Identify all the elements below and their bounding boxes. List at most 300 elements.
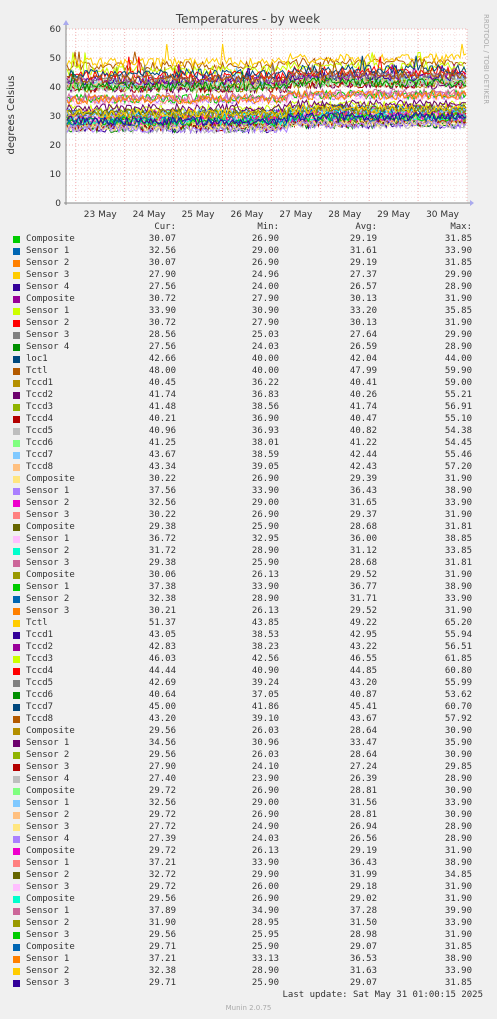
legend-row — [0, 654, 497, 666]
legend-avg: 42.95 — [349, 630, 377, 640]
legend-cur: 37.89 — [148, 906, 176, 916]
legend-swatch — [13, 560, 20, 567]
legend-name: Tccd7 — [26, 702, 54, 712]
legend-cur: 43.20 — [148, 714, 176, 724]
legend-min: 24.90 — [251, 822, 279, 832]
x-tick-label: 23 May — [83, 210, 117, 220]
legend-min: 27.90 — [251, 318, 279, 328]
legend-cur: 34.56 — [148, 738, 176, 748]
legend-row — [0, 354, 497, 366]
legend-max: 61.85 — [444, 654, 472, 664]
col-avg: Avg: — [355, 222, 377, 232]
legend-swatch — [13, 644, 20, 651]
legend-name: Tctl — [26, 366, 48, 376]
legend-max: 28.90 — [444, 342, 472, 352]
legend-max: 31.81 — [444, 522, 472, 532]
legend-max: 33.90 — [444, 798, 472, 808]
legend-row — [0, 726, 497, 738]
legend-avg: 26.56 — [349, 834, 377, 844]
legend-min: 30.96 — [251, 738, 279, 748]
legend-cur: 32.56 — [148, 498, 176, 508]
y-ticks — [50, 25, 62, 209]
legend-row — [0, 570, 497, 582]
legend-max: 65.20 — [444, 618, 472, 628]
legend-avg: 43.67 — [349, 714, 377, 724]
legend-name: Sensor 1 — [26, 858, 70, 868]
legend-cur: 32.38 — [148, 966, 176, 976]
legend-swatch — [13, 680, 20, 687]
legend-cur: 27.72 — [148, 822, 176, 832]
legend-row — [0, 738, 497, 750]
legend-name: Composite — [26, 846, 75, 856]
legend-max: 29.85 — [444, 762, 472, 772]
y-tick-label: 30 — [49, 112, 61, 122]
legend-max: 33.85 — [444, 546, 472, 556]
munin-version: Munin 2.0.75 — [225, 1004, 272, 1012]
legend-avg: 28.68 — [349, 558, 377, 568]
legend-swatch — [13, 656, 20, 663]
legend-avg: 33.47 — [349, 738, 377, 748]
legend-row — [0, 666, 497, 678]
legend-swatch — [13, 716, 20, 723]
legend-avg: 47.99 — [349, 366, 377, 376]
legend-avg: 26.59 — [349, 342, 377, 352]
legend-row — [0, 498, 497, 510]
legend-avg: 29.52 — [349, 606, 377, 616]
chart-title: Temperatures - by week — [175, 12, 321, 26]
legend-cur: 27.40 — [148, 774, 176, 784]
legend-swatch — [13, 824, 20, 831]
legend-min: 25.95 — [251, 930, 279, 940]
legend-swatch — [13, 776, 20, 783]
legend-cur: 27.56 — [148, 282, 176, 292]
legend-name: Tccd2 — [26, 390, 54, 400]
legend-max: 55.46 — [444, 450, 472, 460]
legend-swatch — [13, 872, 20, 879]
legend-name: Sensor 1 — [26, 798, 70, 808]
legend-cur: 40.96 — [148, 426, 176, 436]
y-tick-label: 20 — [49, 141, 61, 151]
legend-max: 28.90 — [444, 774, 472, 784]
legend-min: 40.00 — [251, 354, 279, 364]
legend-swatch — [13, 668, 20, 675]
legend-name: Sensor 1 — [26, 906, 70, 916]
legend-cur: 37.38 — [148, 582, 176, 592]
legend-swatch — [13, 464, 20, 471]
legend-avg: 27.37 — [349, 270, 377, 280]
y-tick-label: 0 — [55, 199, 61, 209]
legend-row — [0, 282, 497, 294]
legend-swatch — [13, 920, 20, 927]
legend-cur: 33.90 — [148, 306, 176, 316]
legend-name: Sensor 3 — [26, 882, 70, 892]
legend-row — [0, 366, 497, 378]
legend-row — [0, 606, 497, 618]
legend-min: 26.03 — [251, 750, 279, 760]
legend-min: 25.90 — [251, 558, 279, 568]
legend-avg: 31.99 — [349, 870, 377, 880]
legend-swatch — [13, 620, 20, 627]
legend-name: Sensor 3 — [26, 762, 70, 772]
legend-swatch — [13, 836, 20, 843]
legend-min: 33.13 — [251, 954, 279, 964]
legend-name: Sensor 1 — [26, 738, 70, 748]
legend-max: 31.85 — [444, 942, 472, 952]
legend-cur: 43.67 — [148, 450, 176, 460]
legend-name: Sensor 2 — [26, 750, 70, 760]
legend-max: 30.90 — [444, 726, 472, 736]
legend-avg: 46.55 — [349, 654, 377, 664]
legend-min: 37.05 — [251, 690, 279, 700]
legend-row — [0, 342, 497, 354]
legend-cur: 32.38 — [148, 594, 176, 604]
legend-min: 26.03 — [251, 726, 279, 736]
legend-name: Sensor 2 — [26, 870, 70, 880]
legend-min: 36.93 — [251, 426, 279, 436]
legend-avg: 31.63 — [349, 966, 377, 976]
legend-row — [0, 534, 497, 546]
legend-name: Sensor 2 — [26, 546, 70, 556]
legend-swatch — [13, 704, 20, 711]
legend-max: 33.90 — [444, 918, 472, 928]
legend-min: 39.10 — [251, 714, 279, 724]
legend-row — [0, 930, 497, 942]
legend-avg: 43.22 — [349, 642, 377, 652]
legend-max: 59.90 — [444, 366, 472, 376]
legend-name: Composite — [26, 522, 75, 532]
legend-swatch — [13, 932, 20, 939]
legend-name: Tccd7 — [26, 450, 54, 460]
legend-swatch — [13, 740, 20, 747]
legend-cur: 43.05 — [148, 630, 176, 640]
legend-swatch — [13, 536, 20, 543]
legend-avg: 42.04 — [349, 354, 377, 364]
legend-min: 30.90 — [251, 306, 279, 316]
legend-avg: 43.20 — [349, 678, 377, 688]
legend-swatch — [13, 476, 20, 483]
legend-cur: 42.69 — [148, 678, 176, 688]
legend-avg: 29.39 — [349, 474, 377, 484]
legend-swatch — [13, 332, 20, 339]
legend-name: Sensor 4 — [26, 342, 70, 352]
legend-swatch — [13, 908, 20, 915]
legend-max: 30.90 — [444, 786, 472, 796]
legend-min: 40.90 — [251, 666, 279, 676]
legend-row — [0, 438, 497, 450]
legend-swatch — [13, 236, 20, 243]
legend-swatch — [13, 800, 20, 807]
legend-row — [0, 870, 497, 882]
legend-name: Composite — [26, 942, 75, 952]
legend-avg: 33.20 — [349, 306, 377, 316]
legend-swatch — [13, 380, 20, 387]
legend-min: 38.53 — [251, 630, 279, 640]
legend-avg: 40.87 — [349, 690, 377, 700]
legend-avg: 36.43 — [349, 858, 377, 868]
legend-avg: 31.50 — [349, 918, 377, 928]
y-tick-label: 60 — [49, 25, 61, 35]
temperature-chart — [0, 0, 497, 230]
legend-min: 26.90 — [251, 234, 279, 244]
legend-avg: 31.65 — [349, 498, 377, 508]
legend-cur: 27.39 — [148, 834, 176, 844]
legend-cur: 51.37 — [148, 618, 176, 628]
legend-name: Sensor 3 — [26, 930, 70, 940]
legend-cur: 31.90 — [148, 918, 176, 928]
legend-swatch — [13, 608, 20, 615]
legend-min: 26.90 — [251, 258, 279, 268]
legend-swatch — [13, 452, 20, 459]
legend-name: Tccd2 — [26, 642, 54, 652]
legend-avg: 36.00 — [349, 534, 377, 544]
x-tick-label: 30 May — [426, 210, 460, 220]
legend-max: 59.00 — [444, 378, 472, 388]
legend-row — [0, 702, 497, 714]
legend-min: 33.90 — [251, 582, 279, 592]
legend-max: 56.51 — [444, 642, 472, 652]
legend-cur: 29.71 — [148, 978, 176, 988]
legend-swatch — [13, 812, 20, 819]
legend-name: Tccd4 — [26, 414, 54, 424]
legend-cur: 46.03 — [148, 654, 176, 664]
legend-cur: 27.56 — [148, 342, 176, 352]
legend-name: Sensor 3 — [26, 558, 70, 568]
legend-row — [0, 582, 497, 594]
legend-name: Sensor 3 — [26, 270, 70, 280]
legend-cur: 29.72 — [148, 882, 176, 892]
legend-cur: 29.56 — [148, 930, 176, 940]
legend-swatch — [13, 692, 20, 699]
legend-name: Tccd6 — [26, 438, 54, 448]
legend-name: Sensor 1 — [26, 954, 70, 964]
legend-swatch — [13, 416, 20, 423]
legend-name: Composite — [26, 894, 75, 904]
legend-min: 36.83 — [251, 390, 279, 400]
legend-min: 24.03 — [251, 342, 279, 352]
legend-avg: 31.61 — [349, 246, 377, 256]
legend-min: 43.85 — [251, 618, 279, 628]
legend-max: 38.90 — [444, 486, 472, 496]
rrdtool-credit: RRDTOOL / TOBI OETIKER — [482, 14, 490, 105]
legend-max: 55.10 — [444, 414, 472, 424]
legend-swatch — [13, 512, 20, 519]
legend-cur: 40.64 — [148, 690, 176, 700]
legend-cur: 32.56 — [148, 798, 176, 808]
legend-max: 31.85 — [444, 978, 472, 988]
legend-min: 38.59 — [251, 450, 279, 460]
legend-row — [0, 270, 497, 282]
x-tick-label: 27 May — [279, 210, 313, 220]
legend-cur: 29.72 — [148, 786, 176, 796]
legend-max: 31.81 — [444, 558, 472, 568]
legend-row — [0, 834, 497, 846]
legend-row — [0, 462, 497, 474]
legend-min: 40.00 — [251, 366, 279, 376]
legend-row — [0, 954, 497, 966]
legend-row — [0, 774, 497, 786]
legend-avg: 45.41 — [349, 702, 377, 712]
legend-swatch — [13, 284, 20, 291]
legend-name: Composite — [26, 234, 75, 244]
legend-row — [0, 474, 497, 486]
legend-row — [0, 522, 497, 534]
legend-max: 31.90 — [444, 894, 472, 904]
legend-min: 24.96 — [251, 270, 279, 280]
legend-cur: 40.45 — [148, 378, 176, 388]
legend-min: 24.00 — [251, 282, 279, 292]
legend-avg: 42.43 — [349, 462, 377, 472]
legend-avg: 31.12 — [349, 546, 377, 556]
legend-row — [0, 402, 497, 414]
legend-swatch — [13, 344, 20, 351]
legend-min: 38.01 — [251, 438, 279, 448]
legend-avg: 37.28 — [349, 906, 377, 916]
legend-row — [0, 690, 497, 702]
legend-row — [0, 558, 497, 570]
legend-max: 31.85 — [444, 234, 472, 244]
legend-name: Tccd1 — [26, 630, 54, 640]
legend-max: 35.90 — [444, 738, 472, 748]
legend-min: 38.23 — [251, 642, 279, 652]
legend-min: 41.86 — [251, 702, 279, 712]
legend-max: 53.62 — [444, 690, 472, 700]
legend-cur: 30.06 — [148, 570, 176, 580]
legend-swatch — [13, 272, 20, 279]
legend-swatch — [13, 356, 20, 363]
legend-row — [0, 846, 497, 858]
legend-max: 56.91 — [444, 402, 472, 412]
legend-avg: 42.44 — [349, 450, 377, 460]
legend-avg: 30.13 — [349, 318, 377, 328]
legend-min: 33.90 — [251, 858, 279, 868]
legend-avg: 28.64 — [349, 750, 377, 760]
legend-max: 38.90 — [444, 858, 472, 868]
legend-row — [0, 258, 497, 270]
legend-name: Tccd6 — [26, 690, 54, 700]
legend-row — [0, 798, 497, 810]
legend-name: Sensor 2 — [26, 810, 70, 820]
legend-min: 26.90 — [251, 894, 279, 904]
legend-avg: 49.22 — [349, 618, 377, 628]
legend-max: 55.99 — [444, 678, 472, 688]
legend-min: 25.03 — [251, 330, 279, 340]
y-axis-label: degrees Celsius — [6, 75, 17, 155]
legend-avg: 29.52 — [349, 570, 377, 580]
x-tick-label: 28 May — [328, 210, 362, 220]
legend-max: 35.85 — [444, 306, 472, 316]
legend-max: 38.85 — [444, 534, 472, 544]
legend-avg: 26.94 — [349, 822, 377, 832]
legend-name: Composite — [26, 786, 75, 796]
legend-name: Sensor 3 — [26, 822, 70, 832]
legend-row — [0, 810, 497, 822]
legend-row — [0, 858, 497, 870]
legend-row — [0, 486, 497, 498]
legend-min: 25.90 — [251, 942, 279, 952]
legend-cur: 32.56 — [148, 246, 176, 256]
legend-cur: 41.48 — [148, 402, 176, 412]
legend-min: 38.56 — [251, 402, 279, 412]
legend-avg: 36.77 — [349, 582, 377, 592]
legend-cur: 40.21 — [148, 414, 176, 424]
legend-min: 28.90 — [251, 546, 279, 556]
legend-name: Composite — [26, 474, 75, 484]
legend-row — [0, 450, 497, 462]
legend-max: 55.21 — [444, 390, 472, 400]
legend-cur: 45.00 — [148, 702, 176, 712]
legend-min: 24.03 — [251, 834, 279, 844]
legend-cur: 30.72 — [148, 318, 176, 328]
legend-cur: 27.90 — [148, 762, 176, 772]
legend-name: Tccd8 — [26, 462, 54, 472]
legend-max: 31.90 — [444, 930, 472, 940]
legend-swatch — [13, 392, 20, 399]
legend-name: Sensor 2 — [26, 594, 70, 604]
legend-name: Composite — [26, 726, 75, 736]
legend-min: 26.13 — [251, 606, 279, 616]
legend-name: Tccd5 — [26, 426, 54, 436]
legend-max: 33.90 — [444, 594, 472, 604]
legend-cur: 30.72 — [148, 294, 176, 304]
legend-max: 28.90 — [444, 822, 472, 832]
legend-max: 31.90 — [444, 570, 472, 580]
legend-max: 54.45 — [444, 438, 472, 448]
legend-row — [0, 306, 497, 318]
legend-avg: 28.81 — [349, 786, 377, 796]
legend-max: 57.20 — [444, 462, 472, 472]
legend-min: 26.90 — [251, 786, 279, 796]
legend-swatch — [13, 572, 20, 579]
legend-name: Sensor 4 — [26, 774, 70, 784]
legend-row — [0, 618, 497, 630]
legend-max: 30.90 — [444, 750, 472, 760]
legend-cur: 29.72 — [148, 810, 176, 820]
legend-header — [0, 222, 497, 234]
legend-max: 31.90 — [444, 606, 472, 616]
x-tick-label: 24 May — [132, 210, 166, 220]
legend-name: Sensor 1 — [26, 534, 70, 544]
legend-row — [0, 714, 497, 726]
legend-row — [0, 678, 497, 690]
legend-row — [0, 894, 497, 906]
y-tick-label: 40 — [49, 83, 61, 93]
legend-min: 29.90 — [251, 870, 279, 880]
legend-swatch — [13, 584, 20, 591]
legend-max: 31.90 — [444, 318, 472, 328]
legend-name: Sensor 2 — [26, 918, 70, 928]
legend-row — [0, 246, 497, 258]
legend-min: 39.24 — [251, 678, 279, 688]
legend-swatch — [13, 896, 20, 903]
legend-cur: 29.56 — [148, 894, 176, 904]
legend-cur: 44.44 — [148, 666, 176, 676]
legend-name: Tccd8 — [26, 714, 54, 724]
legend-avg: 29.19 — [349, 846, 377, 856]
legend-min: 36.90 — [251, 414, 279, 424]
legend-avg: 31.71 — [349, 594, 377, 604]
legend-row — [0, 318, 497, 330]
x-tick-label: 26 May — [230, 210, 264, 220]
legend-row — [0, 294, 497, 306]
legend-swatch — [13, 248, 20, 255]
legend-row — [0, 330, 497, 342]
legend-min: 23.90 — [251, 774, 279, 784]
legend-min: 26.13 — [251, 846, 279, 856]
legend-min: 28.95 — [251, 918, 279, 928]
legend-row — [0, 918, 497, 930]
legend-max: 33.90 — [444, 498, 472, 508]
legend-cur: 30.21 — [148, 606, 176, 616]
